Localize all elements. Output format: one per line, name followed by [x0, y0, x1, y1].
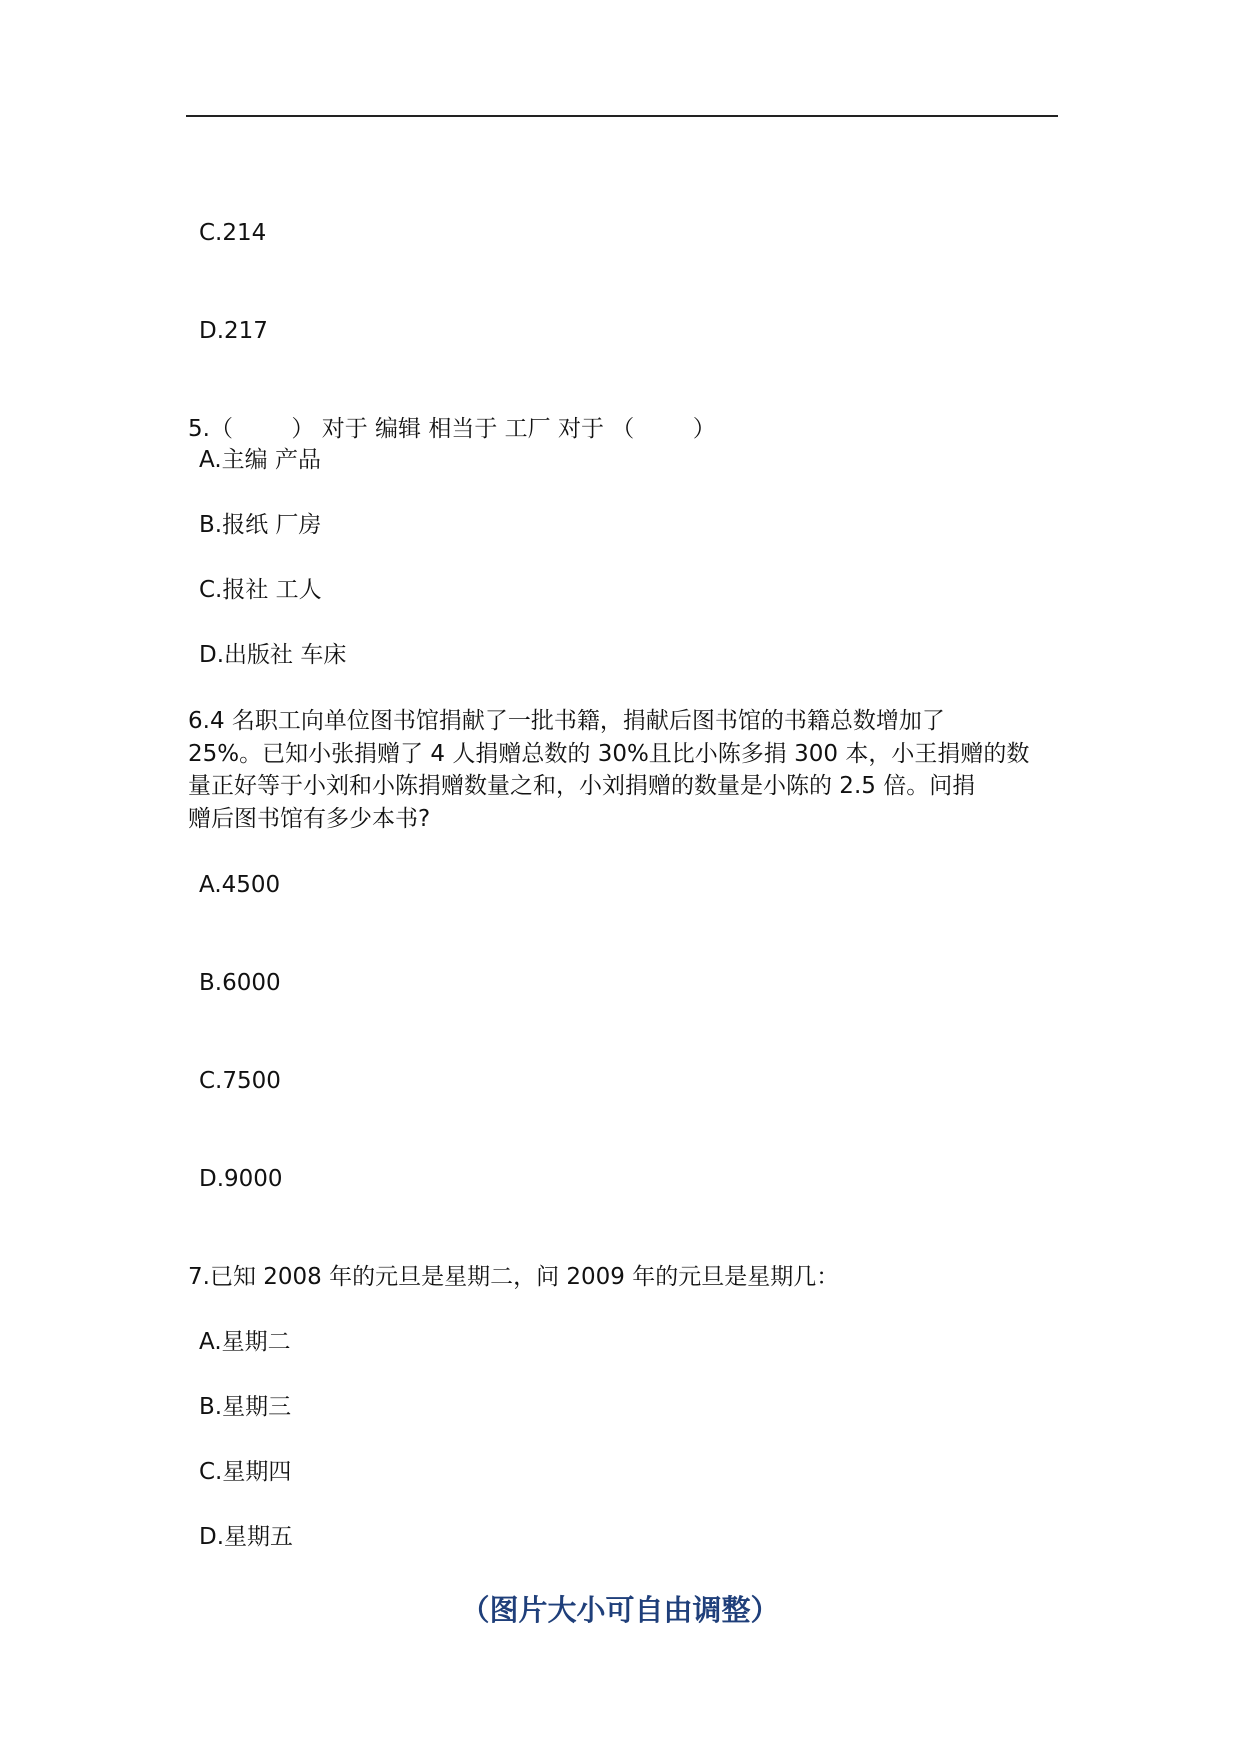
q6-stem-line: 量正好等于小刘和小陈捐赠数量之和，小刘捐赠的数量是小陈的 2.5 倍。问捐: [188, 773, 976, 799]
q6-stem-line: 赠后图书馆有多少本书?: [188, 805, 431, 832]
header-rule: [186, 115, 1058, 117]
q5-stem: 5.（ ） 对于 编辑 相当于 工厂 对于 （ ）: [188, 416, 716, 442]
q6-option-d: D.9000: [199, 1166, 283, 1192]
q7-option-d: D.星期五: [199, 1524, 294, 1550]
q7-stem: 7.已知 2008 年的元旦是星期二，问 2009 年的元旦是星期几：: [188, 1264, 840, 1290]
q5-option-c: C.报社 工人: [199, 577, 322, 603]
q5-option-d: D.出版社 车床: [199, 642, 347, 668]
q5-option-a: A.主编 产品: [199, 447, 321, 473]
q6-option-c: C.7500: [199, 1068, 281, 1094]
q4-option-c: C.214: [199, 220, 267, 246]
q7-option-b: B.星期三: [199, 1394, 292, 1420]
q5-option-b: B.报纸 厂房: [199, 512, 322, 538]
q6-option-a: A.4500: [199, 872, 281, 898]
q6-stem: [188, 705, 1058, 835]
q6-option-b: B.6000: [199, 970, 281, 996]
q7-option-c: C.星期四: [199, 1459, 292, 1485]
footer-note: （图片大小可自由调整）: [460, 1593, 780, 1627]
q6-stem-line: 6.4 名职工向单位图书馆捐献了一批书籍，捐献后图书馆的书籍总数增加了: [188, 708, 945, 734]
q6-stem-line: 25%。已知小张捐赠了 4 人捐赠总数的 30%且比小陈多捐 300 本，小王捐赠的数: [188, 740, 1030, 767]
q4-option-d: D.217: [199, 318, 268, 344]
q7-option-a: A.星期二: [199, 1329, 291, 1355]
